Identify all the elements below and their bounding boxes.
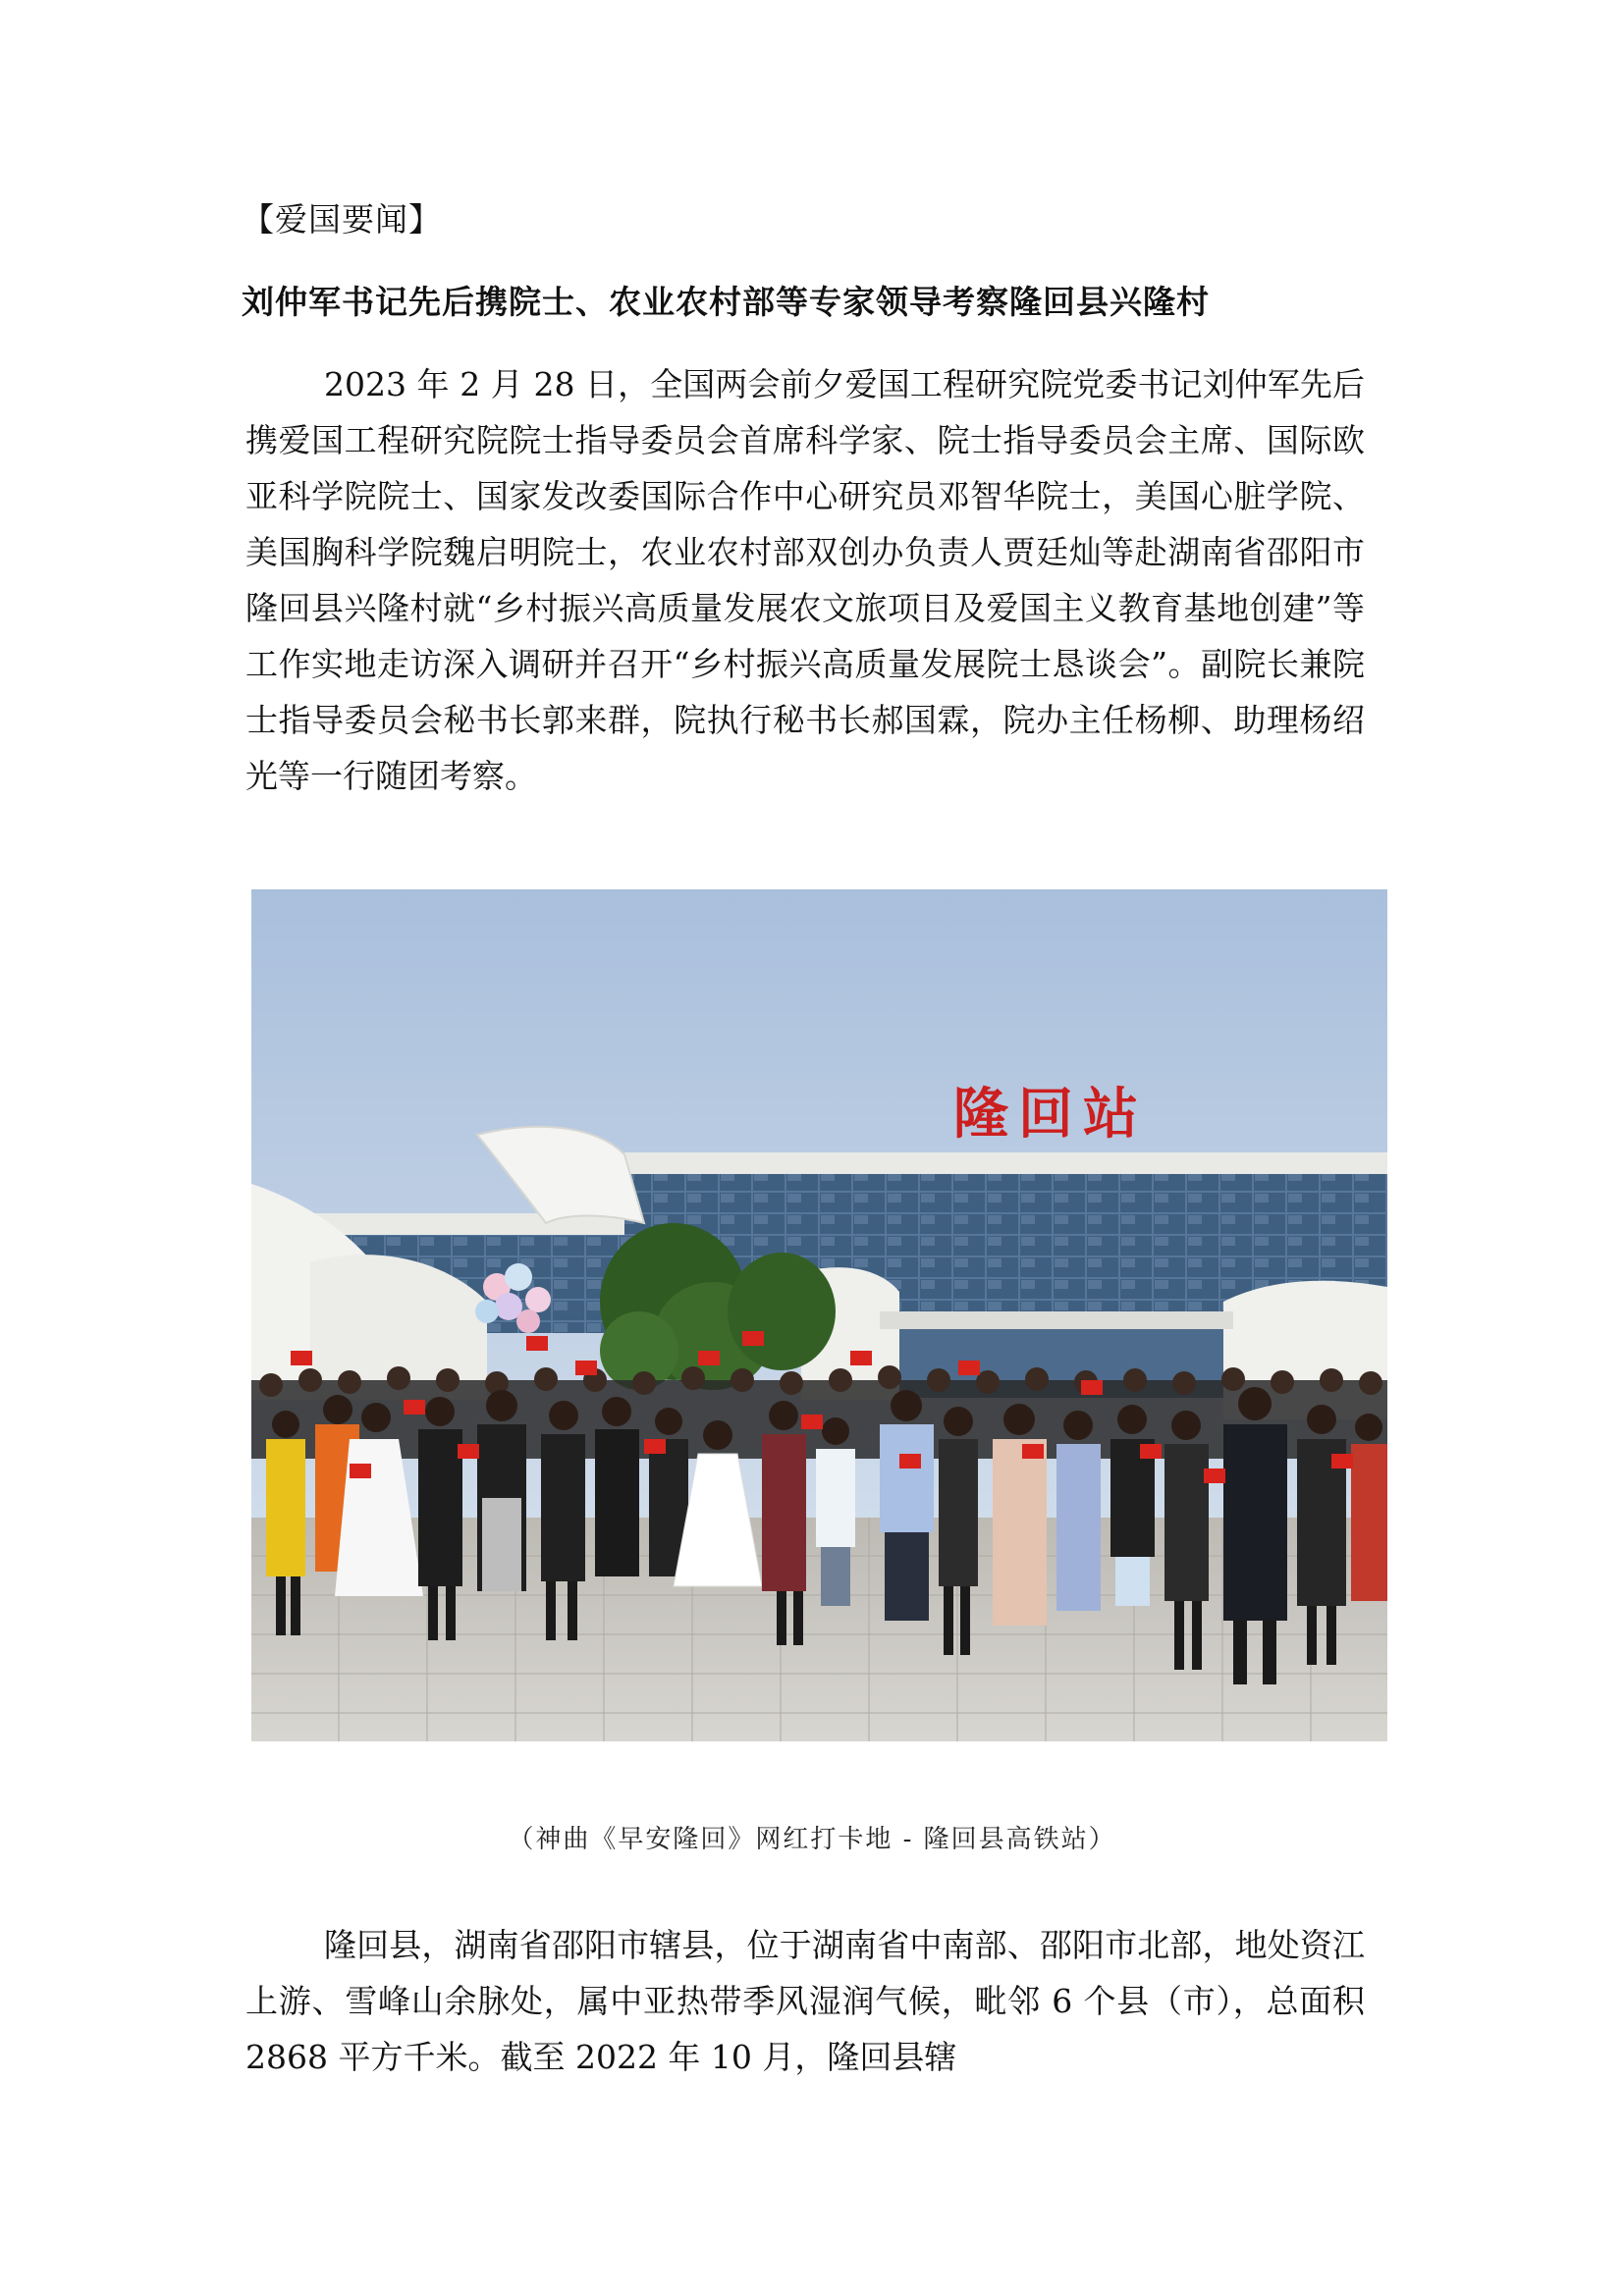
photo-caption: （神曲《早安隆回》网红打卡地 - 隆回县高铁站） (508, 1825, 1116, 1854)
section-tag: 【爱国要闻】 (242, 200, 442, 239)
article-paragraph-2: 隆回县，湖南省邵阳市辖县，位于湖南省中南部、邵阳市北部，地处资江上游、雪峰山余脉处，属中亚热带季风湿润气候，毗邻 6 个县（市），总面积 2868 平方千米。截至 2022 年 10 月，隆回县辖 (245, 1926, 1365, 2076)
station-sign: 隆回站 (953, 1082, 1148, 1147)
station-group-photo (251, 889, 1387, 1741)
article-title: 刘仲军书记先后携院士、农业农村部等专家领导考察隆回县兴隆村 (242, 283, 1210, 321)
article-paragraph-1: 2023 年 2 月 28 日，全国两会前夕爱国工程研究院党委书记刘仲军先后携爱国工程研究院院士指导委员会首席科学家、院士指导委员会主席、国际欧亚科学院院士、国家发改委国际合作中心研究员邓智华院士，美国心脏学院、美国胸科学院魏启明院士，农业农村部双创办负责人贾廷灿等赴湖南省邵阳市隆回县兴隆村就“乡村振兴高质量发展农文旅项目及爱国主义教育基地创建”等工作实地走访深入调研并召开“乡村振兴高质量发展院士恳谈会”。副院长兼院士指导委员会秘书长郭来群，院执行秘书长郝国霖，院办主任杨柳、助理杨绍光等一行随团考察。 (245, 365, 1365, 795)
